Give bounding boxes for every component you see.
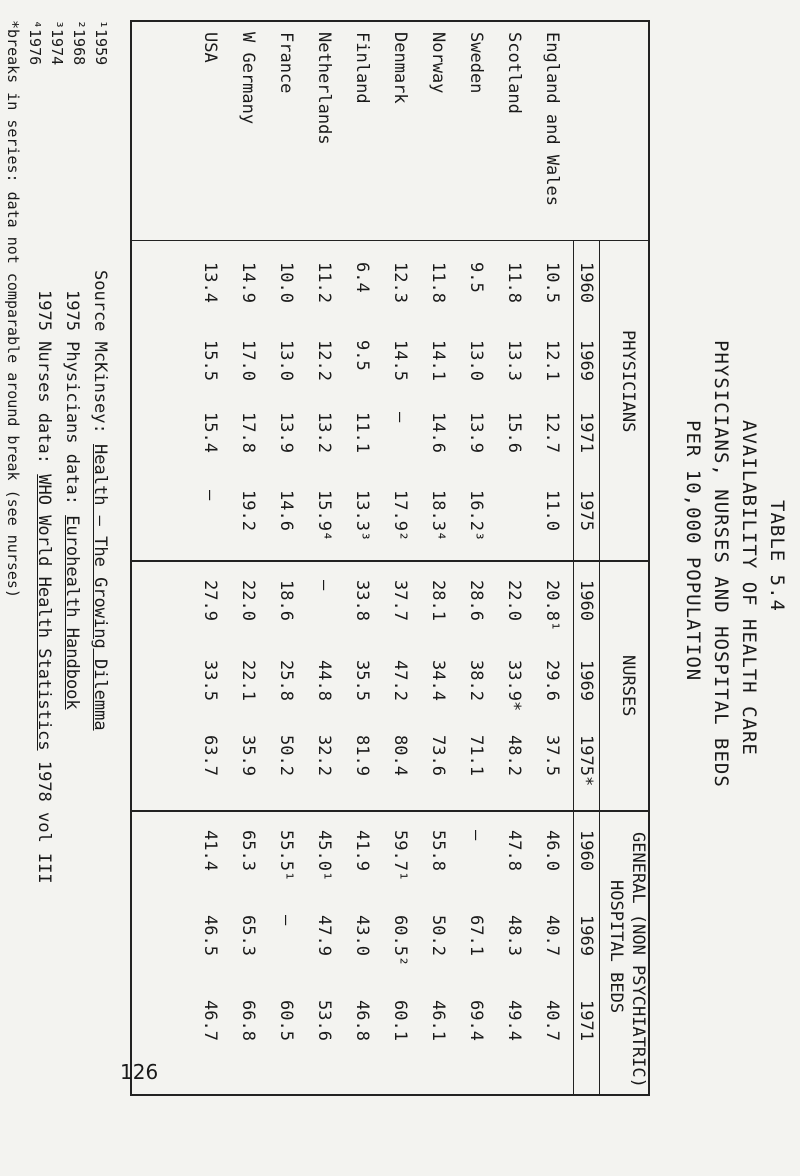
row-country: England and Wales [542,32,562,206]
table-cell: 80.4 [390,735,410,776]
table-cell: 13.0 [466,340,486,381]
table-cell: 15.5 [200,340,220,381]
table-cell: 17.0 [238,340,258,381]
table-number: TABLE 5.4 [766,500,788,612]
table-cell: 46.0 [542,830,562,871]
table-cell: 55.5¹ [276,830,296,882]
table-cell: 9.5 [466,262,486,293]
table-cell: — [466,830,486,841]
table-cell: 33.9* [504,660,524,712]
table-cell: 73.6 [428,735,448,776]
table-cell: 60.5 [276,1000,296,1041]
table-cell: 44.8 [314,660,334,701]
table-cell: 27.9 [200,580,220,621]
breaks-note: *breaks in series: data not comparable around break (see nurses) [4,20,22,598]
table-cell: 46.7 [200,1000,220,1041]
row-country: Netherlands [314,32,334,145]
table-cell: 48.2 [504,735,524,776]
table-cell: 11.1 [352,412,372,453]
table-cell: 13.4 [200,262,220,303]
table-cell: 49.4 [504,1000,524,1041]
row-country: W Germany [238,32,258,125]
table-cell: — [390,412,410,423]
table-cell: 33.5 [200,660,220,701]
table-cell: 6.4 [352,262,372,293]
table-cell: 29.6 [542,660,562,701]
table-cell: 18.3⁴ [428,490,448,542]
table-cell: 16.2³ [466,490,486,542]
table-cell: 13.3³ [352,490,372,542]
source-line-1: Source McKinsey: Health — The Growing Dilemma [90,270,110,731]
table-cell: 53.6 [314,1000,334,1041]
table-cell: 10.0 [276,262,296,303]
table-cell: 63.7 [200,735,220,776]
table-cell: 50.2 [276,735,296,776]
table-cell: 11.8 [504,262,524,303]
table-cell: 60.5² [390,915,410,967]
footnote-1: ¹1959 [92,20,110,66]
table-cell: 71.1 [466,735,486,776]
column-header-9: 1971 [576,1000,596,1041]
table-cell: 65.3 [238,915,258,956]
footnote-4: ⁴1976 [26,20,44,66]
table-cell: 46.8 [352,1000,372,1041]
source-line-3: 1975 Nurses data: WHO World Health Statistics 1978 vol III [34,290,54,884]
table-cell: 12.7 [542,412,562,453]
table-cell: 13.3 [504,340,524,381]
column-header-0: 1960 [576,262,596,303]
column-header-6: 1975* [576,735,596,787]
table-cell: 37.7 [390,580,410,621]
table-cell: — [314,580,334,591]
footnote-2: ²1968 [70,20,88,66]
row-country: Denmark [390,32,410,104]
table-cell: 9.5 [352,340,372,371]
table-cell: 13.9 [276,412,296,453]
table-cell: 50.2 [428,915,448,956]
table-heading-line-2: PHYSICIANS, NURSES AND HOSPITAL BEDS [710,340,732,788]
table-cell: — [200,490,220,501]
page-number: 126 [120,1060,159,1084]
column-header-2: 1971 [576,412,596,453]
column-header-8: 1969 [576,915,596,956]
table-cell: 25.8 [276,660,296,701]
table-cell: 14.1 [428,340,448,381]
table-cell: 10.5 [542,262,562,303]
table-cell: 12.1 [542,340,562,381]
table-cell: 14.5 [390,340,410,381]
row-country: Norway [428,32,448,94]
table-cell: 22.0 [238,580,258,621]
table-cell: 41.4 [200,830,220,871]
row-country: France [276,32,296,94]
table-cell: 66.8 [238,1000,258,1041]
table-heading-line-3: PER 10,000 POPULATION [682,420,704,682]
table-cell: 14.6 [428,412,448,453]
row-country: Scotland [504,32,524,114]
table-cell: 55.8 [428,830,448,871]
table-cell: 40.7 [542,1000,562,1041]
table-heading-line-1: AVAILABILITY OF HEALTH CARE [738,420,760,756]
table-cell: 47.9 [314,915,334,956]
row-country: Sweden [466,32,486,94]
table-cell: 46.1 [428,1000,448,1041]
table-cell: 60.1 [390,1000,410,1041]
table-cell: 15.6 [504,412,524,453]
physicians-header: PHYSICIANS [618,330,638,433]
column-header-7: 1960 [576,830,596,871]
table-cell: 40.7 [542,915,562,956]
source-line-2: 1975 Physicians data: Eurohealth Handbook [62,290,82,710]
column-header-1: 1969 [576,340,596,381]
table-cell: 12.2 [314,340,334,381]
table-cell: 19.2 [238,490,258,531]
table-cell: 59.7¹ [390,830,410,882]
table-cell: 45.0¹ [314,830,334,882]
table-cell: 11.8 [428,262,448,303]
table-cell: 11.2 [314,262,334,303]
table-cell: 46.5 [200,915,220,956]
nurses-header: NURSES [618,655,638,717]
table-cell: 35.5 [352,660,372,701]
footnote-3: ³1974 [48,20,66,66]
table-cell: 32.2 [314,735,334,776]
table-cell: 17.8 [238,412,258,453]
table-cell: 35.9 [238,735,258,776]
table-cell: 47.8 [504,830,524,871]
table-cell: 22.0 [504,580,524,621]
table-cell: 20.8¹ [542,580,562,632]
table-cell: 15.4 [200,412,220,453]
beds-header: GENERAL (NON PSYCHIATRIC) [628,832,648,1088]
table-cell: 43.0 [352,915,372,956]
column-header-4: 1960 [576,580,596,621]
table-cell: — [276,915,296,926]
table-cell: 47.2 [390,660,410,701]
table-cell: 18.6 [276,580,296,621]
table-cell: 41.9 [352,830,372,871]
table-cell: 81.9 [352,735,372,776]
table-cell: 69.4 [466,1000,486,1041]
table-cell: 33.8 [352,580,372,621]
table-cell: 12.3 [390,262,410,303]
table-cell: 13.9 [466,412,486,453]
table-cell: 37.5 [542,735,562,776]
table-cell: 65.3 [238,830,258,871]
table-cell: 38.2 [466,660,486,701]
table-cell: 22.1 [238,660,258,701]
table-cell: 67.1 [466,915,486,956]
table-cell: 28.1 [428,580,448,621]
table-cell: 13.2 [314,412,334,453]
table-cell: 14.9 [238,262,258,303]
column-header-5: 1969 [576,660,596,701]
table-cell: 28.6 [466,580,486,621]
table-cell: 48.3 [504,915,524,956]
table-cell: 15.9⁴ [314,490,334,542]
row-country: Finland [352,32,372,104]
table-cell: 34.4 [428,660,448,701]
table-cell: 13.0 [276,340,296,381]
beds-header-2: HOSPITAL BEDS [606,880,626,1014]
table-cell: 14.6 [276,490,296,531]
column-header-3: 1975 [576,490,596,531]
table-cell: 17.9² [390,490,410,542]
row-country: USA [200,32,220,63]
table-cell: 11.0 [542,490,562,531]
